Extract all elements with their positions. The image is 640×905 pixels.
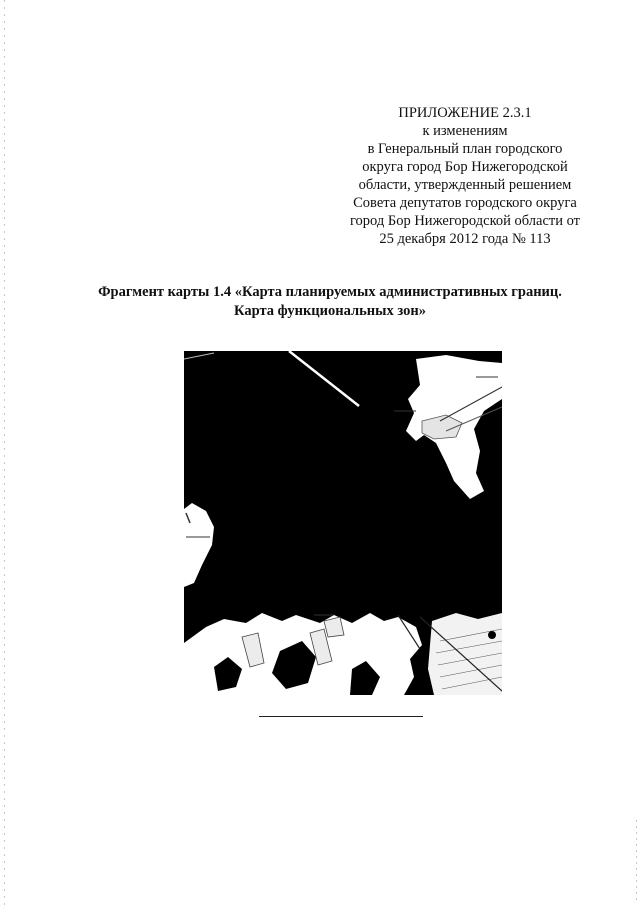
scan-edge-right (636, 820, 637, 900)
map-caption-line: Фрагмент карты 1.4 «Карта планируемых административных границ. (98, 284, 562, 300)
map-parcel (324, 617, 344, 637)
map-clearing-southeast (428, 613, 502, 695)
map-caption-line: Карта функциональных зон» (234, 303, 426, 319)
appendix-title: ПРИЛОЖЕНИЕ 2.3.1 (398, 105, 532, 121)
map-clearing-west (184, 503, 214, 587)
scan-edge-left (4, 0, 5, 905)
map-road (289, 351, 359, 406)
map-road (184, 353, 214, 359)
map-fragment (184, 351, 502, 695)
appendix-line: округа город Бор Нижегородской (362, 159, 568, 175)
map-settlement-dot (488, 631, 496, 639)
map-caption (60, 283, 600, 321)
divider-line (259, 716, 423, 717)
appendix-line: к изменениям (422, 123, 508, 139)
appendix-line: город Бор Нижегородской области от (349, 213, 581, 229)
appendix-date-line: 25 декабря 2012 года № 113 (379, 231, 551, 247)
appendix-line: Совета депутатов городского округа (353, 195, 577, 211)
appendix-line: в Генеральный план городского (367, 141, 563, 157)
map-fragment-image (184, 351, 502, 695)
appendix-header (335, 104, 595, 248)
appendix-line: области, утвержденный решением (358, 177, 572, 193)
